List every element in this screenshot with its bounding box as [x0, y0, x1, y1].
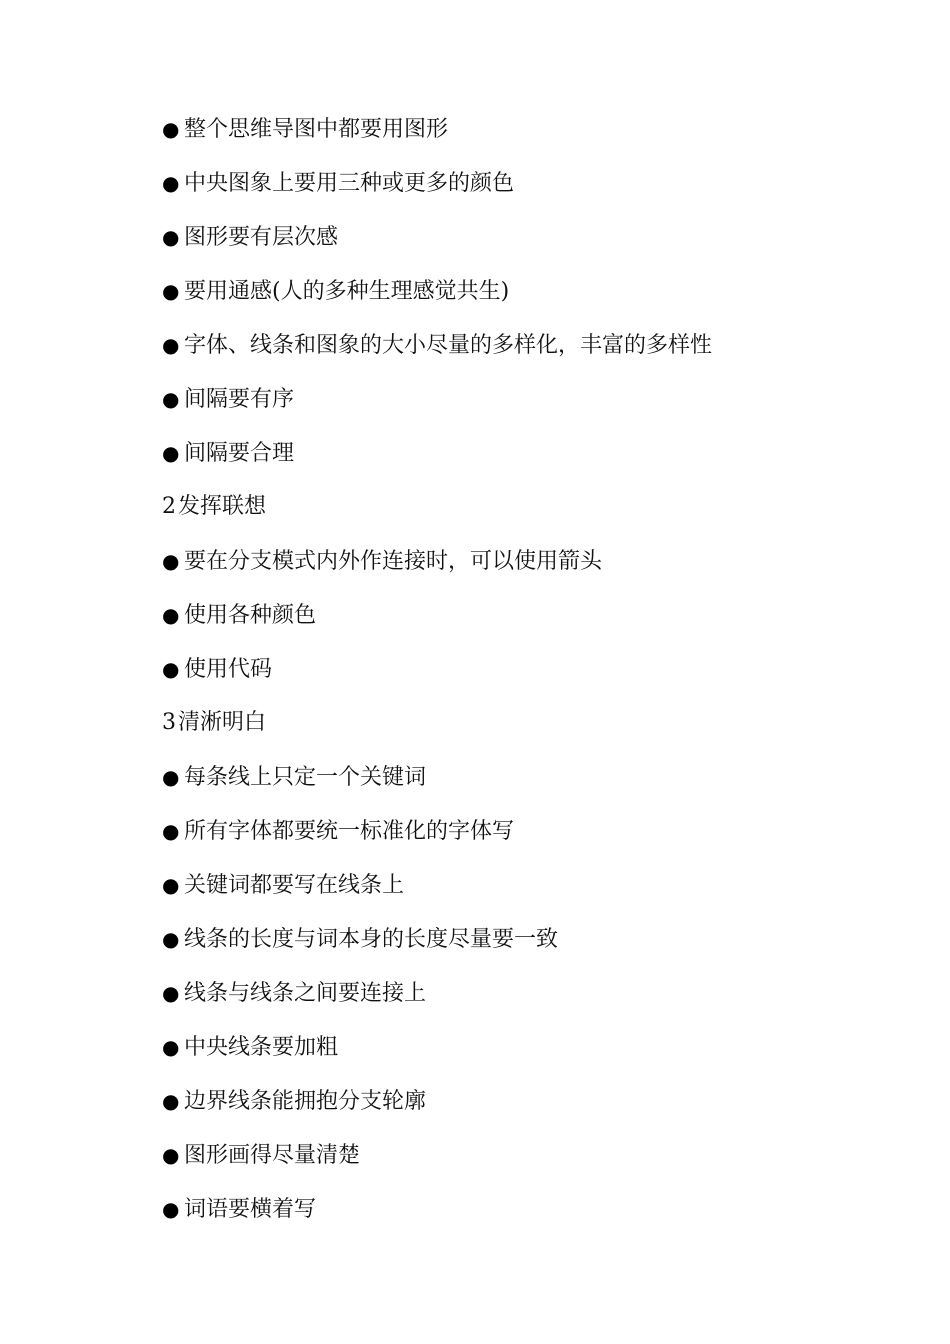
bullet-item: [162, 438, 882, 492]
bullet-marker: ●: [162, 387, 180, 411]
bullet-item: [162, 276, 882, 330]
bullet-text: 所有字体都要统一标准化的字体写: [184, 819, 515, 844]
bullet-item: [162, 600, 882, 654]
bullet-text: 线条与线条之间要连接上: [184, 981, 427, 1006]
bullet-marker: ●: [162, 171, 180, 195]
bullet-item: [162, 1086, 882, 1140]
bullet-text: 图形要有层次感: [184, 225, 339, 250]
bullet-text: 使用代码: [184, 657, 273, 682]
bullet-marker: ●: [162, 1035, 180, 1059]
section-number: 3: [162, 710, 176, 735]
section-heading: [162, 492, 882, 546]
bullet-text: 边界线条能拥抱分支轮廓: [184, 1089, 427, 1114]
bullet-item: [162, 384, 882, 438]
bullet-text: 中央线条要加粗: [184, 1035, 339, 1060]
bullet-text: 要用通感(人的多种生理感觉共生): [184, 279, 510, 304]
bullet-marker: ●: [162, 927, 180, 951]
bullet-text: 间隔要有序: [184, 387, 295, 412]
bullet-text: 字体、线条和图象的大小尽量的多样化，丰富的多样性: [184, 333, 713, 358]
bullet-item: [162, 762, 882, 816]
bullet-marker: ●: [162, 603, 180, 627]
bullet-marker: ●: [162, 819, 180, 843]
bullet-marker: ●: [162, 873, 180, 897]
bullet-item: [162, 816, 882, 870]
bullet-item: [162, 222, 882, 276]
bullet-item: [162, 330, 882, 384]
bullet-text: 整个思维导图中都要用图形: [184, 117, 449, 142]
bullet-text: 线条的长度与词本身的长度尽量要一致: [184, 927, 559, 952]
bullet-item: [162, 1194, 882, 1248]
bullet-text: 关键词都要写在线条上: [184, 873, 405, 898]
bullet-marker: ●: [162, 1143, 180, 1167]
section-title: 发挥联想: [178, 494, 267, 519]
bullet-marker: ●: [162, 1197, 180, 1221]
bullet-item: [162, 114, 882, 168]
bullet-marker: ●: [162, 549, 180, 573]
section-title: 清淅明白: [178, 710, 267, 735]
bullet-text: 中央图象上要用三种或更多的颜色: [184, 171, 515, 196]
section-heading: [162, 708, 882, 762]
bullet-marker: ●: [162, 225, 180, 249]
bullet-marker: ●: [162, 333, 180, 357]
bullet-text: 间隔要合理: [184, 441, 295, 466]
bullet-text: 每条线上只定一个关键词: [184, 765, 427, 790]
bullet-item: [162, 870, 882, 924]
bullet-marker: ●: [162, 279, 180, 303]
bullet-text: 使用各种颜色: [184, 603, 317, 628]
bullet-item: [162, 654, 882, 708]
bullet-marker: ●: [162, 117, 180, 141]
bullet-marker: ●: [162, 765, 180, 789]
bullet-text: 词语要横着写: [184, 1197, 317, 1222]
bullet-item: [162, 1032, 882, 1086]
bullet-item: [162, 168, 882, 222]
bullet-marker: ●: [162, 981, 180, 1005]
bullet-item: [162, 1140, 882, 1194]
bullet-item: [162, 924, 882, 978]
document-body: [162, 114, 882, 1248]
bullet-item: [162, 978, 882, 1032]
bullet-marker: ●: [162, 657, 180, 681]
section-number: 2: [162, 494, 176, 519]
bullet-marker: ●: [162, 1089, 180, 1113]
bullet-marker: ●: [162, 441, 180, 465]
bullet-text: 要在分支模式内外作连接时，可以使用箭头: [184, 549, 603, 574]
bullet-item: [162, 546, 882, 600]
bullet-text: 图形画得尽量清楚: [184, 1143, 361, 1168]
